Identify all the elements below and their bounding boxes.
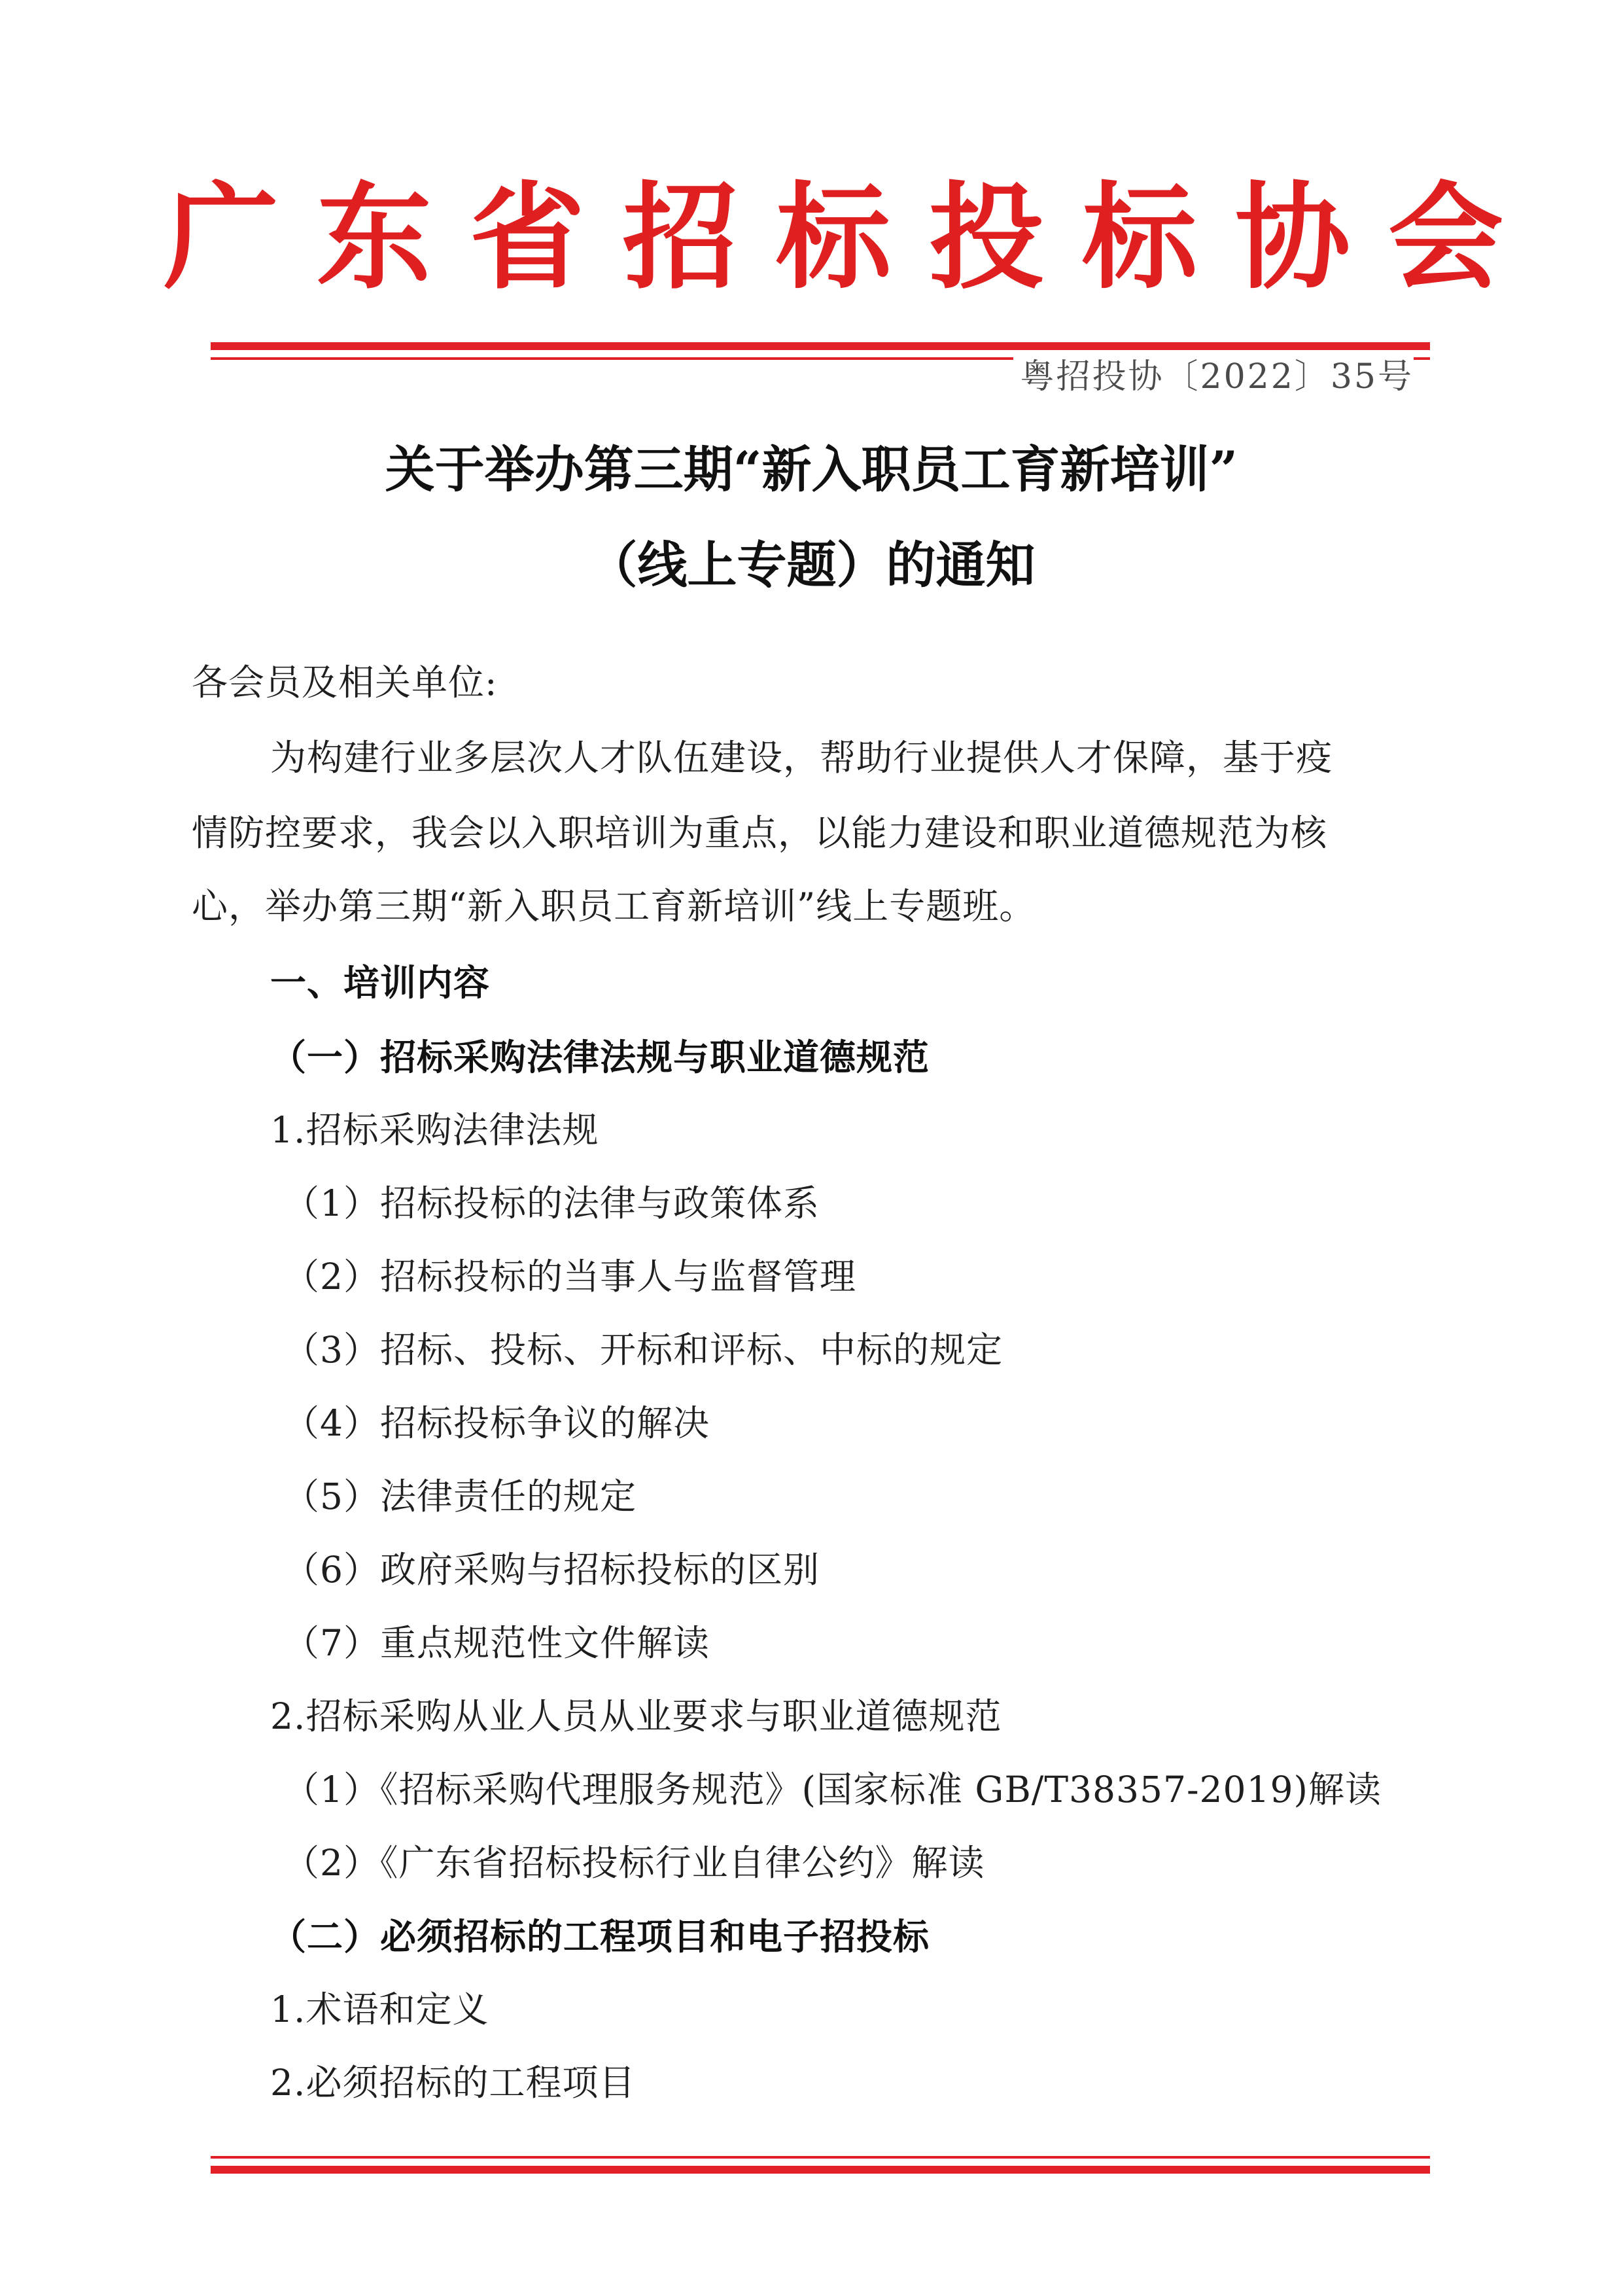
list-item-label: 1.招标采购法律法规 [270, 1109, 599, 1151]
list-item: （3）招标、投标、开标和评标、中标的规定 [283, 1329, 1003, 1371]
salutation: 各会员及相关单位: [192, 662, 498, 703]
list-item: （4）招标投标争议的解决 [283, 1402, 710, 1444]
list-item: （1）《招标采购代理服务规范》(国家标准 GB/T38357-2019)解读 [283, 1769, 1382, 1810]
list-item: 1.术语和定义 [270, 1988, 489, 2030]
list-item-label: 2.招标采购从业人员从业要求与职业道德规范 [270, 1695, 1002, 1737]
list-item: （2）招标投标的当事人与监督管理 [283, 1256, 856, 1298]
section-heading: 一、培训内容 [270, 961, 491, 1004]
document-title-line-2: （线上专题）的通知 [587, 536, 1036, 594]
organization-header: 广东省招标投标协会 [164, 169, 1542, 305]
list-item: 2.必须招标的工程项目 [270, 2062, 636, 2104]
intro-paragraph-line-3: 心，举办第三期“新入职员工育新培训”线上专题班。 [192, 885, 1036, 927]
document-number: 粤招投协〔2022〕35号 [1013, 351, 1414, 403]
header-red-rule-thick [211, 342, 1430, 350]
list-item: （2）《广东省招标投标行业自律公约》解读 [283, 1842, 985, 1884]
list-item: （6）政府采购与招标投标的区别 [283, 1549, 820, 1591]
subsection-heading-2: （二）必须招标的工程项目和电子招投标 [270, 1915, 930, 1958]
document-title-line-1: 关于举办第三期“新入职员工育新培训” [385, 440, 1238, 499]
list-item: （1）招标投标的法律与政策体系 [283, 1182, 820, 1224]
list-item: （7）重点规范性文件解读 [283, 1622, 710, 1664]
intro-paragraph-line-1: 为构建行业多层次人才队伍建设，帮助行业提供人才保障，基于疫 [270, 737, 1333, 779]
footer-red-rule-thin [211, 2156, 1430, 2159]
footer-red-rule-thick [211, 2166, 1430, 2174]
subsection-heading-1: （一）招标采购法律法规与职业道德规范 [270, 1036, 930, 1078]
intro-paragraph-line-2: 情防控要求，我会以入职培训为重点，以能力建设和职业道德规范为核 [192, 812, 1328, 854]
list-item: （5）法律责任的规定 [283, 1475, 637, 1517]
